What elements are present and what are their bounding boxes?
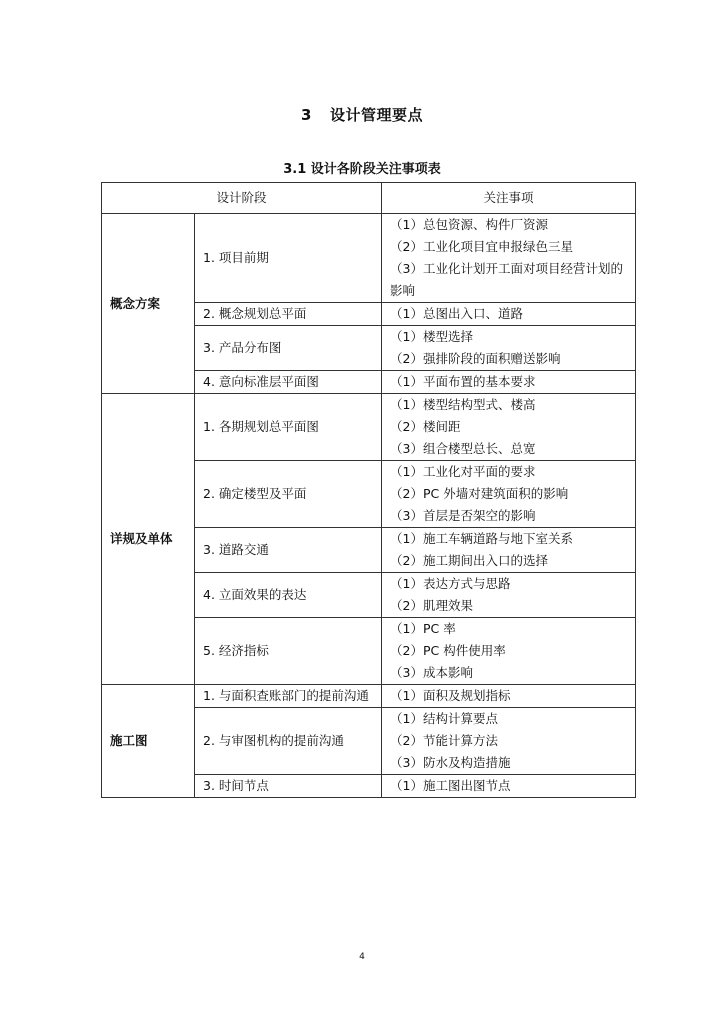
items-cell — [382, 371, 636, 394]
concern-item: （2）节能计算方法 — [390, 733, 498, 748]
concern-item: （1）楼型选择 — [390, 329, 473, 344]
page-number: 4 — [359, 952, 365, 962]
step-cell: 3. 道路交通 — [195, 528, 382, 573]
concern-item: （2）强排阶段的面积赠送影响 — [390, 351, 561, 366]
concern-item: （1）总包资源、构件厂资源 — [390, 217, 548, 232]
concern-item: （3）首层是否架空的影响 — [390, 508, 536, 523]
step-cell: 2. 概念规划总平面 — [195, 303, 382, 326]
items-cell — [382, 528, 636, 573]
concern-item: （1）工业化对平面的要求 — [390, 464, 536, 479]
concern-item: （1）总图出入口、道路 — [390, 306, 523, 321]
step-cell: 1. 与面积查账部门的提前沟通 — [195, 685, 382, 708]
concern-item: （1）PC 率 — [390, 621, 456, 636]
concern-item: （3）成本影响 — [390, 665, 473, 680]
concern-item: （1）施工图出图节点 — [390, 778, 511, 793]
step-cell: 2. 确定楼型及平面 — [195, 461, 382, 528]
header-stage: 设计阶段 — [102, 183, 382, 214]
items-cell — [382, 394, 636, 461]
step-cell: 5. 经济指标 — [195, 618, 382, 685]
step-cell: 3. 时间节点 — [195, 775, 382, 798]
concern-item: （2）楼间距 — [390, 419, 461, 434]
table-row — [102, 214, 636, 303]
chapter-title — [0, 104, 724, 125]
concern-item: （3）组合楼型总长、总宽 — [390, 441, 536, 456]
items-cell — [382, 618, 636, 685]
step-cell: 4. 立面效果的表达 — [195, 573, 382, 618]
concern-item: （2）肌理效果 — [390, 598, 473, 613]
design-stage-table — [101, 182, 636, 798]
items-cell — [382, 303, 636, 326]
concern-item: （2）PC 外墙对建筑面积的影响 — [390, 486, 569, 501]
step-cell: 1. 项目前期 — [195, 214, 382, 303]
concern-item: （3）工业化计划开工面对项目经营计划的影响 — [390, 261, 623, 298]
header-items: 关注事项 — [382, 183, 636, 214]
items-cell — [382, 326, 636, 371]
table-header-row — [102, 183, 636, 214]
concern-item: （1）表达方式与思路 — [390, 576, 511, 591]
concern-item: （2）工业化项目宜申报绿色三星 — [390, 239, 573, 254]
concern-item: （2）施工期间出入口的选择 — [390, 553, 548, 568]
stage-cell: 施工图 — [102, 685, 195, 798]
table-body — [102, 214, 636, 798]
concern-item: （1）结构计算要点 — [390, 711, 498, 726]
step-cell: 1. 各期规划总平面图 — [195, 394, 382, 461]
items-cell — [382, 214, 636, 303]
table-row — [102, 394, 636, 461]
concern-item: （1）面积及规划指标 — [390, 688, 511, 703]
step-cell: 2. 与审图机构的提前沟通 — [195, 708, 382, 775]
chapter-heading: 设计管理要点 — [329, 106, 423, 124]
items-cell — [382, 775, 636, 798]
step-cell: 3. 产品分布图 — [195, 326, 382, 371]
items-cell — [382, 708, 636, 775]
section-title: 3.1 设计各阶段关注事项表 — [283, 162, 441, 177]
stage-cell: 概念方案 — [102, 214, 195, 394]
stage-cell: 详规及单体 — [102, 394, 195, 685]
items-cell — [382, 685, 636, 708]
concern-item: （3）防水及构造措施 — [390, 755, 511, 770]
items-cell — [382, 573, 636, 618]
concern-item: （1）楼型结构型式、楼高 — [390, 397, 536, 412]
step-cell: 4. 意向标准层平面图 — [195, 371, 382, 394]
concern-item: （1）施工车辆道路与地下室关系 — [390, 531, 573, 546]
table-row — [102, 685, 636, 708]
chapter-number: 3 — [301, 106, 312, 124]
items-cell — [382, 461, 636, 528]
concern-item: （1）平面布置的基本要求 — [390, 374, 536, 389]
concern-item: （2）PC 构件使用率 — [390, 643, 506, 658]
